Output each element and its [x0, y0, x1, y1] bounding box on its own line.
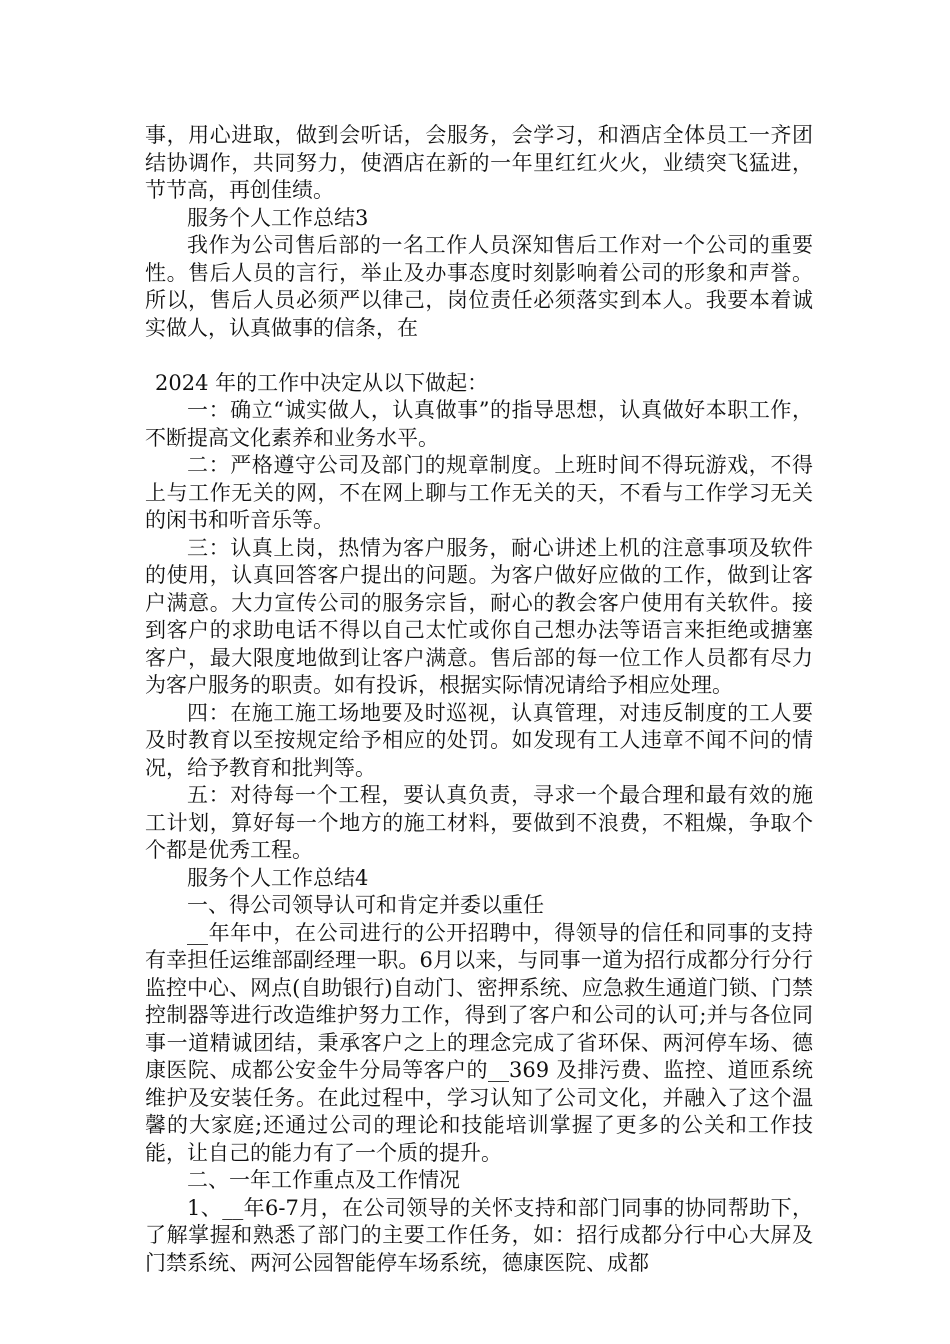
document-body [145, 122, 813, 1277]
section-heading-2: 二、一年工作重点及工作情况 [187, 1168, 460, 1192]
heading-summary-3: 服务个人工作总结3 [187, 205, 369, 230]
paragraph-opening: 事，用心进取，做到会听话，会服务，会学习，和酒店全体员工一齐团结协调作，共同努力，使酒店在新的一年里红红火火，业绩突飞猛进，节节高，再创佳绩。 [145, 123, 813, 202]
paragraph-item-2: 二：严格遵守公司及部门的规章制度。上班时间不得玩游戏，不得上与工作无关的网，不在网上聊与工作无关的天，不看与工作学习无关的闲书和听音乐等。 [145, 453, 813, 532]
paragraph-gap [145, 342, 813, 370]
paragraph-intro: 我作为公司售后部的一名工作人员深知售后工作对一个公司的重要性。售后人员的言行，举止及办事态度时刻影响着公司的形象和声誉。所以，售后人员必须严以律己，岗位责任必须落实到本人。我要本着诚实做人，认真做事的信条，在 [145, 233, 813, 340]
paragraph-section-1: __年年中，在公司进行的公开招聘中，得领导的信任和同事的支持有幸担任运维部副经理一职。6月以来，与同事一道为招行成都分行分行监控中心、网点(自助银行)自动门、密押系统、应急救生通道门锁、门禁控制器等进行改造维护努力工作，得到了客户和公司的认可;并与各位同事一道精诚团结，秉承客户之上的理念完成了省环保、两河停车场、德康医院、成都公安金牛分局等客户的__369 及排污费、监控、道匝系统维护及安装任务。在此过程中，学习认知了公司文化，并融入了这个温馨的大家庭;还通过公司的理论和技能培训掌握了更多的公关和工作技能，让自己的能力有了一个质的提升。 [145, 920, 813, 1165]
paragraph-year-plan: 2024 年的工作中决定从以下做起： [155, 370, 489, 395]
paragraph-item-3: 三：认真上岗，热情为客户服务，耐心讲述上机的注意事项及软件的使用，认真回答客户提出的问题。为客户做好应做的工作，做到让客户满意。大力宣传公司的服务宗旨，耐心的教会客户使用有关软件。接到客户的求助电话不得以自己太忙或你自己想办法等语言来拒绝或搪塞客户，最大限度地做到让客户满意。售后部的每一位工作人员都有尽力为客户服务的职责。如有投诉，根据实际情况请给予相应处理。 [145, 535, 813, 697]
paragraph-section-2: 1、__年6-7月，在公司领导的关怀支持和部门同事的协同帮助下，了解掌握和熟悉了部门的主要工作任务，如：招行成都分行中心大屏及门禁系统、两河公园智能停车场系统，德康医院、成都 [145, 1195, 813, 1275]
paragraph-item-5: 五：对待每一个工程，要认真负责，寻求一个最合理和最有效的施工计划，算好每一个地方的施工材料，要做到不浪费，不粗燥，争取个个都是优秀工程。 [145, 783, 813, 862]
paragraph-item-1: 一：确立“诚实做人，认真做事”的指导思想，认真做好本职工作，不断提高文化素养和业务水平。 [145, 398, 813, 450]
paragraph-item-4: 四：在施工施工场地要及时巡视，认真管理，对违反制度的工人要及时教育以至按规定给予相应的处罚。如发现有工人违章不闻不问的情况，给予教育和批判等。 [145, 700, 813, 780]
heading-summary-4: 服务个人工作总结4 [187, 865, 369, 890]
section-heading-1: 一、得公司领导认可和肯定并委以重任 [187, 893, 544, 917]
